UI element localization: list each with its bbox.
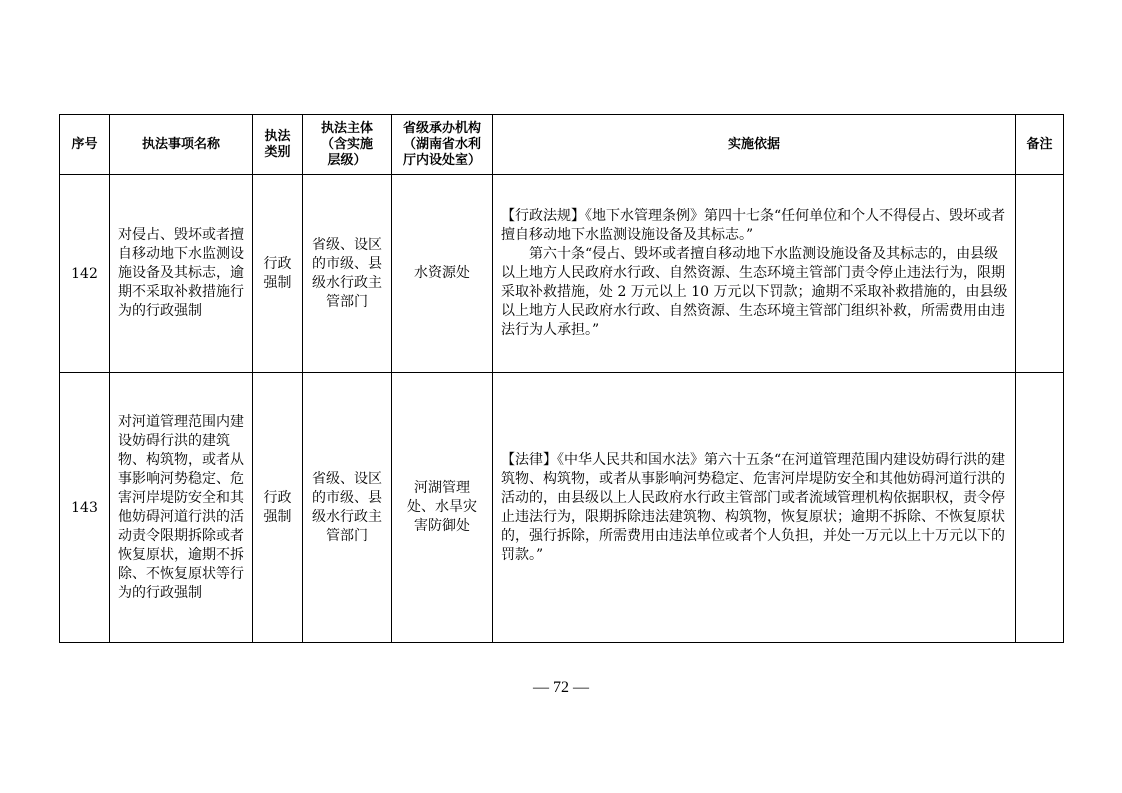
row-seq: 143 xyxy=(60,373,110,643)
basis-paragraph-1: 【行政法规】《地下水管理条例》第四十七条“任何单位和个人不得侵占、毁坏或者擅自移动地下水监测设施设备及其标志。” xyxy=(501,208,1006,243)
row-remarks xyxy=(1016,373,1064,643)
row-name: 对河道管理范围内建设妨碍行洪的建筑物、构筑物，或者从事影响河势稳定、危害河岸堤防安全和其他妨碍河道行洪的活动责令限期拆除或者恢复原状，逾期不拆除、不恢复原状等行为的行政强制 xyxy=(110,373,253,643)
row-remarks xyxy=(1016,175,1064,373)
table-row xyxy=(60,373,1064,643)
header-subject: 执法主体（含实施层级） xyxy=(303,115,392,175)
row-seq: 142 xyxy=(60,175,110,373)
row-agency: 河湖管理处、水旱灾害防御处 xyxy=(392,373,493,643)
row-subject: 省级、设区的市级、县级水行政主管部门 xyxy=(303,175,392,373)
row-agency: 水资源处 xyxy=(392,175,493,373)
row-basis xyxy=(493,373,1016,643)
header-basis: 实施依据 xyxy=(493,115,1016,175)
header-row xyxy=(60,115,1064,175)
enforcement-table xyxy=(59,114,1064,643)
basis-paragraph-2: 第六十条“侵占、毁坏或者擅自移动地下水监测设施设备及其标志的，由县级以上地方人民政府水行政、自然资源、生态环境主管部门责令停止违法行为，限期采取补救措施，处 2 万元以上 10 万元以下罚款；逾期不采取补救措施的，由县级以上地方人民政府水行政、自然资源、生态环境主管部门组织补救，所需费用由违法行为人承担。” xyxy=(501,246,1008,338)
header-seq: 序号 xyxy=(60,115,110,175)
header-name: 执法事项名称 xyxy=(110,115,253,175)
basis-paragraph-1: 【法律】《中华人民共和国水法》第六十五条“在河道管理范围内建设妨碍行洪的建筑物、构筑物，或者从事影响河势稳定、危害河岸堤防安全和其他妨碍河道行洪的活动的，由县级以上人民政府水行政主管部门或者流域管理机构依据职权，责令停止违法行为，限期拆除违法建筑物、构筑物，恢复原状；逾期不拆除、不恢复原状的，强行拆除，所需费用由违法单位或者个人负担，并处一万元以上十万元以下的罚款。” xyxy=(501,451,1006,563)
page-number: — 72 — xyxy=(533,679,589,696)
row-category: 行政强制 xyxy=(253,373,303,643)
row-name: 对侵占、毁坏或者擅自移动地下水监测设施设备及其标志，逾期不采取补救措施行为的行政强制 xyxy=(110,175,253,373)
table-row xyxy=(60,175,1064,373)
row-category: 行政强制 xyxy=(253,175,303,373)
header-remarks: 备注 xyxy=(1016,115,1064,175)
row-subject: 省级、设区的市级、县级水行政主管部门 xyxy=(303,373,392,643)
header-agency: 省级承办机构（湖南省水利厅内设处室） xyxy=(392,115,493,175)
row-basis xyxy=(493,175,1016,373)
header-category: 执法类别 xyxy=(253,115,303,175)
